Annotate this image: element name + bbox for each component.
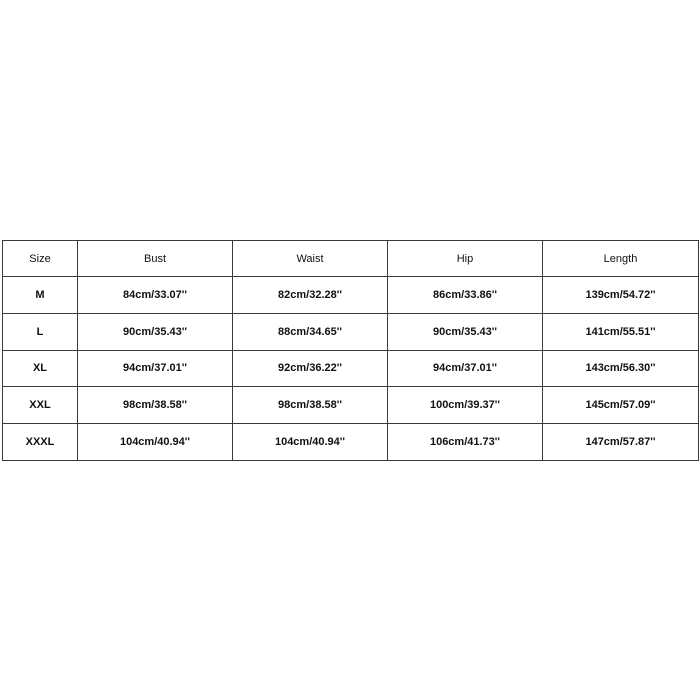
length-cell: 147cm/57.87'' <box>543 424 699 461</box>
hip-cell: 106cm/41.73'' <box>388 424 543 461</box>
table-header-row <box>3 241 699 277</box>
bust-cell: 90cm/35.43'' <box>78 313 233 350</box>
size-cell: XL <box>3 350 78 387</box>
size-cell: XXL <box>3 387 78 424</box>
length-cell: 145cm/57.09'' <box>543 387 699 424</box>
size-chart-table <box>2 240 699 461</box>
waist-cell: 98cm/38.58'' <box>233 387 388 424</box>
bust-cell: 98cm/38.58'' <box>78 387 233 424</box>
header-length: Length <box>543 241 699 277</box>
length-cell: 139cm/54.72'' <box>543 277 699 314</box>
bust-cell: 94cm/37.01'' <box>78 350 233 387</box>
hip-cell: 86cm/33.86'' <box>388 277 543 314</box>
hip-cell: 90cm/35.43'' <box>388 313 543 350</box>
header-hip: Hip <box>388 241 543 277</box>
hip-cell: 100cm/39.37'' <box>388 387 543 424</box>
table-row <box>3 313 699 350</box>
waist-cell: 82cm/32.28'' <box>233 277 388 314</box>
waist-cell: 92cm/36.22'' <box>233 350 388 387</box>
hip-cell: 94cm/37.01'' <box>388 350 543 387</box>
header-size: Size <box>3 241 78 277</box>
table-row <box>3 387 699 424</box>
header-waist: Waist <box>233 241 388 277</box>
waist-cell: 104cm/40.94'' <box>233 424 388 461</box>
table-row <box>3 424 699 461</box>
header-bust: Bust <box>78 241 233 277</box>
size-cell: M <box>3 277 78 314</box>
length-cell: 141cm/55.51'' <box>543 313 699 350</box>
waist-cell: 88cm/34.65'' <box>233 313 388 350</box>
table-row <box>3 277 699 314</box>
bust-cell: 84cm/33.07'' <box>78 277 233 314</box>
length-cell: 143cm/56.30'' <box>543 350 699 387</box>
size-cell: XXXL <box>3 424 78 461</box>
table-row <box>3 350 699 387</box>
size-cell: L <box>3 313 78 350</box>
bust-cell: 104cm/40.94'' <box>78 424 233 461</box>
